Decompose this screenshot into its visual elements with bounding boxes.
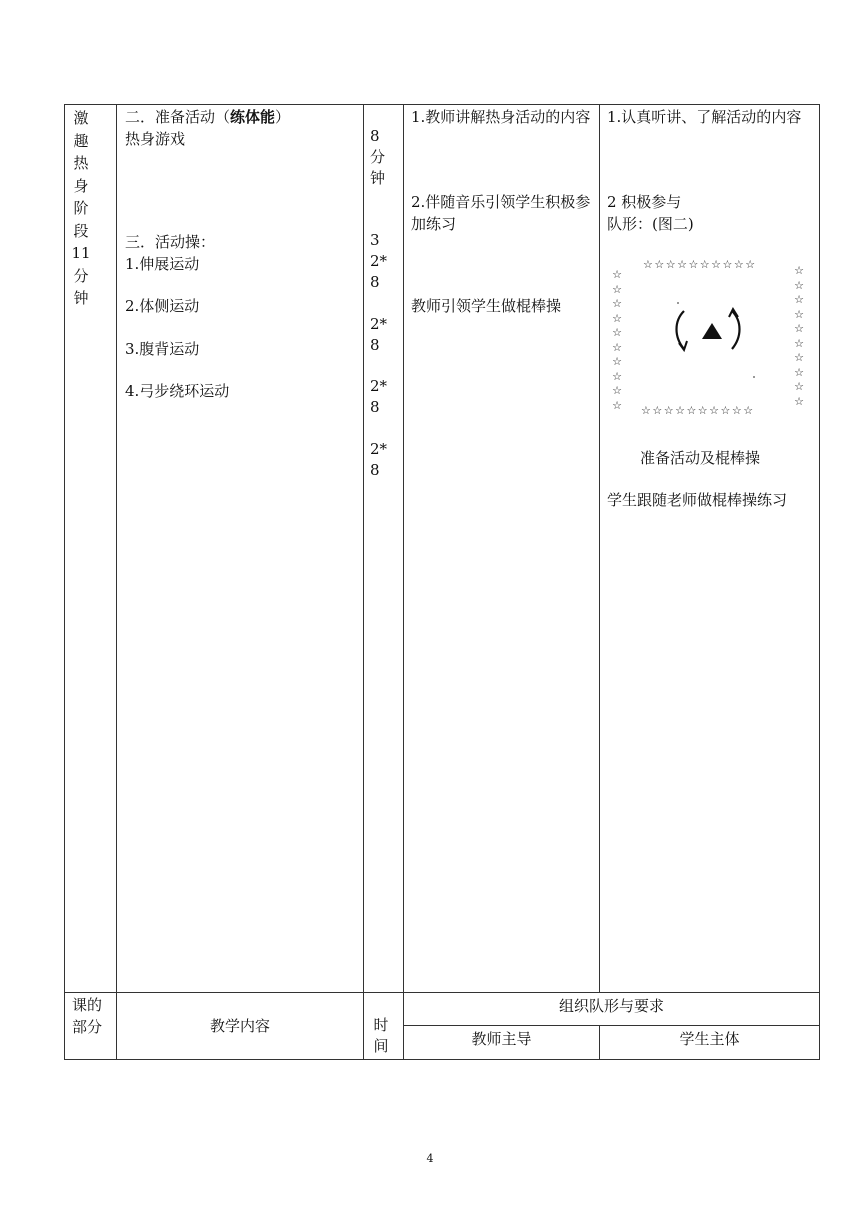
diagram-caption: 准备活动及棍棒操 xyxy=(640,449,761,467)
diagram-dot xyxy=(677,302,679,304)
time-count-4: 2*8 xyxy=(370,377,388,416)
student-line-3: 学生跟随老师做棍棒操练习 xyxy=(607,491,788,509)
teacher-line-2: 2.伴随音乐引领学生积极参加练习 xyxy=(411,193,591,233)
page-number: 4 xyxy=(426,1152,434,1165)
table-col-divider-4-upper xyxy=(599,104,600,993)
diagram-dot xyxy=(753,376,755,378)
star-row-bottom: ☆☆☆☆☆☆☆☆☆☆ xyxy=(641,404,755,417)
star-row-top: ☆☆☆☆☆☆☆☆☆☆ xyxy=(643,258,757,271)
warmup-game: 热身游戏 xyxy=(125,130,186,148)
table-col-divider-2 xyxy=(363,104,364,1060)
exercise-3: 3.腹背运动 xyxy=(125,340,200,358)
star-col-right: ☆☆☆☆☆☆☆☆☆☆ xyxy=(794,264,804,408)
header-student: 学生主体 xyxy=(679,1030,740,1048)
table-border-top xyxy=(64,104,820,105)
item2-heading xyxy=(125,106,290,128)
time-count-2: 2*8 xyxy=(370,252,388,291)
header-teacher: 教师主导 xyxy=(471,1030,532,1048)
header-content: 教学内容 xyxy=(209,1017,270,1035)
exercise-1: 1.伸展运动 xyxy=(125,255,200,273)
formation-label: 队形：(图二) xyxy=(607,215,694,233)
item2-prefix: 二．准备活动（ xyxy=(125,108,231,126)
student-line-2: 2 积极参与 xyxy=(607,193,682,211)
teacher-rotation-icon xyxy=(672,303,744,355)
table-border-bottom xyxy=(64,1059,820,1060)
table-col-divider-1 xyxy=(116,104,117,1060)
header-part: 课的部分 xyxy=(72,996,103,1036)
header-time: 时间 xyxy=(373,1016,389,1055)
teacher-line-1: 1.教师讲解热身活动的内容 xyxy=(411,108,591,126)
table-col-divider-3 xyxy=(403,104,404,1060)
star-col-left: ☆☆☆☆☆☆☆☆☆☆ xyxy=(612,268,622,412)
table-border-right xyxy=(819,104,820,1060)
item2-suffix: ） xyxy=(275,108,291,126)
time-count-3: 2*8 xyxy=(370,315,388,354)
section-label: 激趣热身阶段11分钟 xyxy=(71,109,91,307)
table-border-subheader xyxy=(403,1025,820,1026)
time-count-1: 3 xyxy=(370,231,380,249)
item2-bold: 练体能 xyxy=(230,108,276,126)
teacher-line-3: 教师引领学生做棍棒操 xyxy=(411,297,562,315)
exercise-2: 2.体侧运动 xyxy=(125,297,200,315)
item3-heading: 三．活动操： xyxy=(125,233,216,251)
time-warmup: 8分钟 xyxy=(370,127,386,187)
exercise-4: 4.弓步绕环运动 xyxy=(125,382,230,400)
table-border-left xyxy=(64,104,65,1060)
table-border-row-divider xyxy=(64,992,820,993)
time-count-5: 2*8 xyxy=(370,440,388,479)
header-org: 组织队形与要求 xyxy=(558,997,664,1015)
student-line-1: 1.认真听讲、了解活动的内容 xyxy=(607,108,802,126)
